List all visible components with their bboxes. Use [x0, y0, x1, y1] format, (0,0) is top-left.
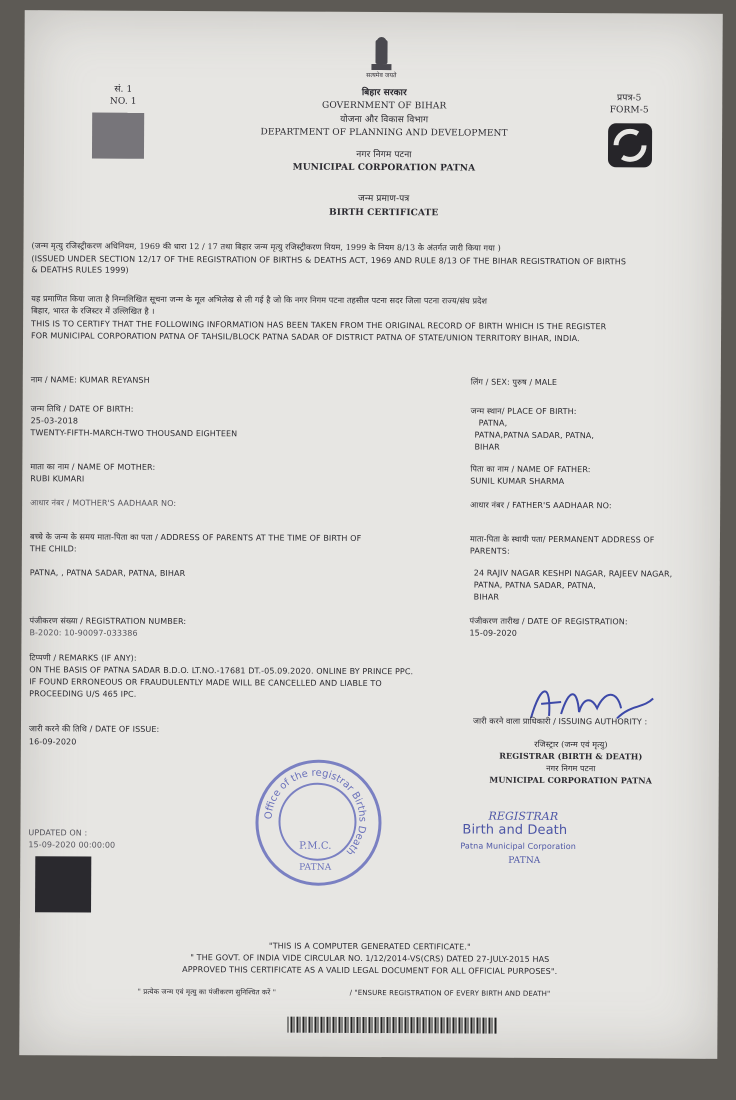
perm-address-label-1: माता-पिता के स्थायी पता/ PERMANENT ADDRESS OF [469, 534, 655, 545]
footer-line-3: APPROVED THIS CERTIFICATE AS A VALID LEGAL DOCUMENT FOR ALL OFFICIAL PURPOSES". [182, 965, 558, 976]
father-label: पिता का नाम / NAME OF FATHER: [470, 464, 591, 475]
left-number-hi: सं. 1 [114, 84, 133, 95]
left-number-en: NO. 1 [109, 96, 137, 107]
certify-en-1: THIS IS TO CERTIFY THAT THE FOLLOWING INFORMATION HAS BEEN TAKEN FROM THE ORIGINAL RECORD OF BIRTH WHICH IS THE REGISTER [31, 319, 607, 332]
reg-number-value: B-2020: 10-90097-033386 [29, 628, 138, 638]
birth-address-label-1: बच्चे के जन्म के समय माता-पिता का पता / ADDRESS OF PARENTS AT THE TIME OF BIRTH OF [29, 532, 362, 543]
issuing-authority-label: जारी करने वाला प्राधिकारी / ISSUING AUTHORITY : [473, 716, 648, 727]
pob-line-1: PATNA, [478, 418, 508, 428]
title-hi: जन्म प्रमाण-पत्र [358, 193, 410, 205]
dob-words: TWENTY-FIFTH-MARCH-TWO THOUSAND EIGHTEEN [30, 428, 238, 439]
qr-code-icon [35, 856, 91, 912]
govt-title-hi: बिहार सरकार [361, 87, 407, 99]
mother-value: RUBI KUMARI [30, 474, 85, 484]
form-label-en: FORM-5 [609, 105, 649, 116]
pob-line-3: BIHAR [474, 442, 500, 452]
registrar-title-hi: रजिस्ट्रार (जन्म एवं मृत्यु) [534, 739, 608, 750]
reg-date-label: पंजीकरण तारीख / DATE OF REGISTRATION: [469, 616, 628, 627]
crs-logo-icon [608, 123, 652, 167]
corp-title-hi: नगर निगम पटना [356, 149, 412, 161]
govt-title-en: GOVERNMENT OF BIHAR [322, 100, 447, 112]
issue-date-label: जारी करने की तिथि / DATE OF ISSUE: [28, 724, 160, 734]
remarks-line-2: IF FOUND ERRONEOUS OR FRAUDULENTLY MADE WILL BE CANCELLED AND LIABLE TO [29, 677, 382, 689]
issue-date-value: 16-09-2020 [28, 737, 77, 747]
reg-number-label: पंजीकरण संख्या / REGISTRATION NUMBER: [29, 616, 187, 627]
dept-title-hi: योजना और विकास विभाग [340, 114, 429, 126]
remarks-label: टिप्पणी / REMARKS (IF ANY): [29, 653, 137, 663]
pob-label: जन्म स्थान/ PLACE OF BIRTH: [470, 406, 577, 417]
perm-address-label-2: PARENTS: [469, 546, 510, 556]
barcode-icon [287, 1017, 497, 1034]
svg-text:Office of the registrar Births: Office of the registrar Births Death [263, 767, 368, 858]
corp-title-en: MUNICIPAL CORPORATION PATNA [292, 162, 476, 174]
form-label-hi: प्रपत्र-5 [617, 93, 642, 104]
updated-on-value: 15-09-2020 00:00:00 [28, 840, 116, 850]
remarks-line-1: ON THE BASIS OF PATNA SADAR B.D.O. LT.NO.-17681 DT.-05.09.2020. ONLINE BY PRINCE PPC. [29, 665, 414, 677]
certify-en-2: FOR MUNICIPAL CORPORATION PATNA OF TAHSIL/BLOCK PATNA SADAR OF DISTRICT PATNA OF STATE/UNION TERRITORY BIHAR, INDIA. [31, 331, 580, 344]
certificate-sheet [19, 10, 722, 1059]
title-en: BIRTH CERTIFICATE [329, 207, 439, 219]
footer-line-4-en: / "ENSURE REGISTRATION OF EVERY BIRTH AND DEATH" [349, 988, 551, 998]
dob-value: 25-03-2018 [30, 416, 79, 426]
mother-label: माता का नाम / NAME OF MOTHER: [30, 462, 156, 472]
registrar-corp-hi: नगर निगम पटना [546, 763, 596, 774]
birth-address-label-2: THE CHILD: [29, 544, 77, 554]
registrar-title-en: REGISTRAR (BIRTH & DEATH) [499, 750, 643, 762]
office-stamp [255, 759, 382, 886]
remarks-line-3: PROCEEDING U/S 465 IPC. [29, 689, 137, 699]
updated-on-label: UPDATED ON : [28, 828, 88, 838]
registrar-corp-en: MUNICIPAL CORPORATION PATNA [489, 774, 653, 786]
name-field: नाम / NAME: KUMAR REYANSH [30, 375, 150, 385]
birth-address-value: PATNA, , PATNA SADAR, PATNA, BIHAR [29, 568, 186, 579]
pob-line-2: PATNA,PATNA SADAR, PATNA, [474, 430, 595, 441]
registrar-stamp-line-2: Birth and Death [462, 822, 568, 839]
dob-label: जन्म तिथि / DATE OF BIRTH: [30, 404, 134, 414]
issued-under-hi: (जन्म मृत्यु रजिस्ट्रीकरण अधिनियम, 1969 की धारा 12 / 17 तथा बिहार जन्म मृत्यु रजिस्ट्रीकरण नियम, 1999 के नियम 8/13 के अंतर्गत जारी किया गया ) [31, 241, 501, 253]
stamp-bottom-text: PATNA [299, 862, 332, 873]
registrar-stamp-line-4: PATNA [508, 855, 541, 866]
footer-line-4-hi: " प्रत्येक जन्म एवं मृत्यु का पंजीकरण सुनिश्चित करें " [137, 987, 277, 997]
emblem-caption: सत्यमेव जयते [366, 71, 397, 80]
perm-address-1: 24 RAJIV NAGAR KESHPI NAGAR, RAJEEV NAGAR, [473, 568, 673, 579]
sex-field: लिंग / SEX: पुरुष / MALE [470, 377, 558, 387]
certify-hi-2: बिहार, भारत के रजिस्टर में उल्लिखित है । [31, 306, 155, 316]
certify-hi-1: यह प्रमाणित किया जाता है निम्नलिखित सूचना जन्म के मूल अभिलेख से ली गई है जो कि नगर निगम पटना तहसील पटना सदर जिला पटना राज्य/संघ प्रदेश [31, 294, 488, 306]
footer-line-2: " THE GOVT. OF INDIA VIDE CIRCULAR NO. 1/12/2014-VS(CRS) DATED 27-JULY-2015 HAS [190, 953, 550, 964]
issued-under-en-2: & DEATHS RULES 1999) [31, 265, 129, 275]
issued-under-en-1: (ISSUED UNDER SECTION 12/17 OF THE REGISTRATION OF BIRTHS & DEATHS ACT, 1969 AND RULE 8/13 OF THE BIHAR REGISTRATION OF BIRTHS [31, 254, 627, 267]
reg-date-value: 15-09-2020 [469, 628, 518, 638]
footer-line-1: "THIS IS A COMPUTER GENERATED CERTIFICATE." [268, 941, 471, 952]
father-aadhaar: आधार नंबर / FATHER'S AADHAAR NO: [470, 500, 612, 511]
perm-address-2: PATNA, PATNA SADAR, PATNA, [473, 580, 596, 591]
perm-address-3: BIHAR [473, 592, 500, 602]
registrar-stamp-line-3: Patna Municipal Corporation [460, 841, 577, 852]
dept-title-en: DEPARTMENT OF PLANNING AND DEVELOPMENT [260, 127, 508, 139]
mother-aadhaar: आधार नंबर / MOTHER'S AADHAAR NO: [30, 498, 177, 508]
registrar-stamp-line-1: REGISTRAR [488, 809, 559, 823]
bihar-logo-icon [92, 113, 144, 159]
stamp-center-text: P.M.C. [299, 840, 332, 852]
father-value: SUNIL KUMAR SHARMA [470, 476, 565, 487]
